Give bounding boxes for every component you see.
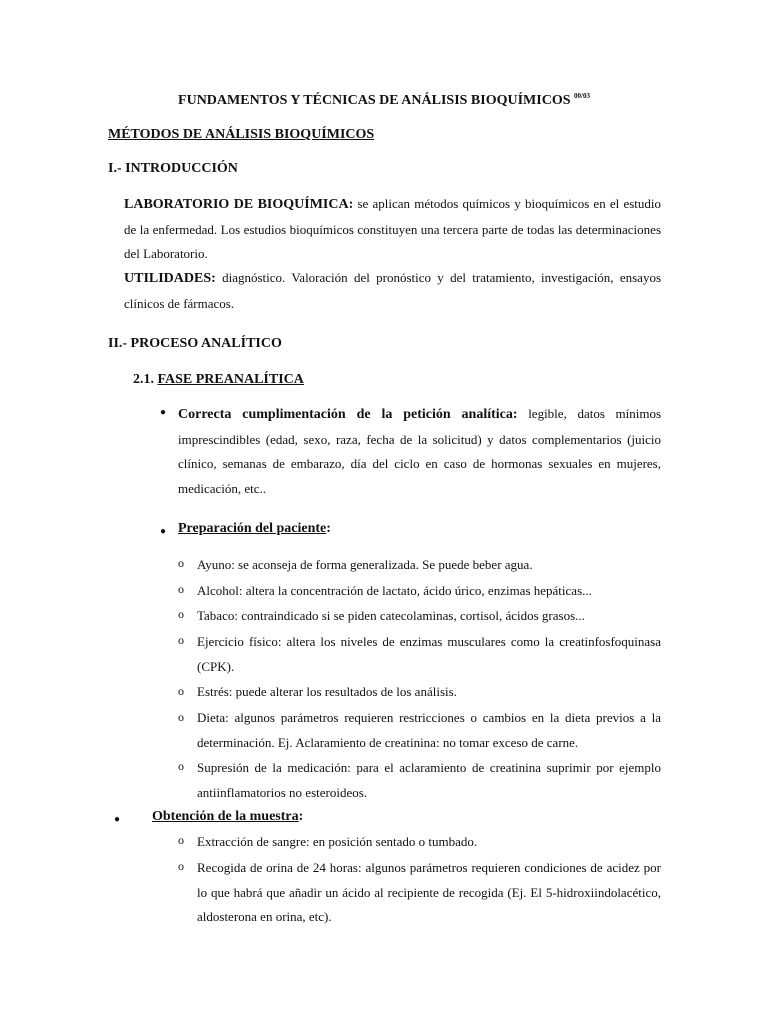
circle-bullet-icon: o	[178, 556, 184, 570]
laboratorio-text: se aplican métodos químicos y bioquímicos en el estudio de la enfermedad. Los estudios bioquímicos constituyen una tercera parte de todas las determinaciones del Laboratorio.	[124, 196, 662, 261]
list-item: Supresión de la medicación: para el aclaramiento de creatinina suprimir por ejemplo antiinflamatorios no esteroideos.	[197, 760, 661, 800]
paragraph-utilidades	[124, 266, 661, 316]
list-item: Recogida de orina de 24 horas: algunos parámetros requieren condiciones de acidez por lo que habrá que añadir un ácido al recipiente de recogida (Ej. El 5-hidroxiindolacético, aldosterona en orina, etc).	[197, 860, 661, 924]
laboratorio-label: LABORATORIO DE BIOQUÍMICA:	[124, 197, 354, 212]
document-title: FUNDAMENTOS Y TÉCNICAS DE ANÁLISIS BIOQUÍMICOS $^{00/03}$	[178, 92, 590, 108]
circle-bullet-icon: o	[178, 684, 184, 698]
list-item: Alcohol: altera la concentración de lactato, ácido úrico, enzimas hepáticas...	[197, 583, 592, 598]
title-superscript: 00/03	[574, 92, 590, 100]
circle-bullet-icon: o	[178, 833, 184, 847]
subsection-title: FASE PREANALÍTICA	[157, 372, 304, 387]
subsection-heading	[133, 372, 304, 388]
list-item: Ejercicio físico: altera los niveles de enzimas musculares como la creatinfosfoquinasa (CPK).	[197, 634, 661, 674]
circle-bullet-icon: o	[178, 710, 184, 724]
utilidades-text: diagnóstico. Valoración del pronóstico y del tratamiento, investigación, ensayos clínicos de fármacos.	[124, 270, 662, 311]
paciente-label: Preparación del paciente	[178, 521, 327, 536]
bullet-muestra: Obtención de la muestra:	[152, 809, 304, 824]
paragraph-laboratorio	[124, 192, 661, 267]
muestra-label: Obtención de la muestra	[152, 809, 299, 824]
peticion-label: Correcta cumplimentación de la petición analítica:	[178, 407, 518, 422]
list-item: Extracción de sangre: en posición sentado o tumbado.	[197, 834, 478, 849]
utilidades-label: UTILIDADES:	[124, 271, 216, 286]
circle-bullet-icon: o	[178, 607, 184, 621]
circle-bullet-icon: o	[178, 633, 184, 647]
list-item: Ayuno: se aconseja de forma generalizada. Se puede beber agua.	[197, 557, 533, 572]
bullet-icon: ●	[114, 814, 121, 825]
bullet-icon: ●	[160, 526, 167, 537]
subsection-number: 2.1.	[133, 372, 154, 387]
circle-bullet-icon: o	[178, 859, 184, 873]
circle-bullet-icon: o	[178, 582, 184, 596]
bullet-paciente: Preparación del paciente:	[178, 521, 331, 536]
circle-bullet-icon: o	[178, 759, 184, 773]
bullet-peticion	[178, 402, 661, 501]
section-heading-proceso: II.- PROCESO ANALÍTICO	[108, 336, 282, 351]
section-heading-introduccion: I.- INTRODUCCIÓN	[108, 161, 238, 176]
list-item: Dieta: algunos parámetros requieren restricciones o cambios en la dieta previos a la determinación. Ej. Aclaramiento de creatinina: no tomar exceso de carne.	[197, 710, 661, 750]
peticion-text: legible, datos mínimos imprescindibles (edad, sexo, raza, fecha de la solicitud) y datos complementarios (juicio clínico, semanas de embarazo, día del ciclo en caso de hormonas sexuales en mujeres, medicación, etc..	[178, 406, 662, 496]
subtitle: MÉTODOS DE ANÁLISIS BIOQUÍMICOS	[108, 127, 375, 142]
bullet-icon: ●	[160, 407, 167, 418]
list-item: Estrés: puede alterar los resultados de los análisis.	[197, 684, 457, 699]
list-item: Tabaco: contraindicado si se piden catecolaminas, cortisol, ácidos grasos...	[197, 608, 585, 623]
